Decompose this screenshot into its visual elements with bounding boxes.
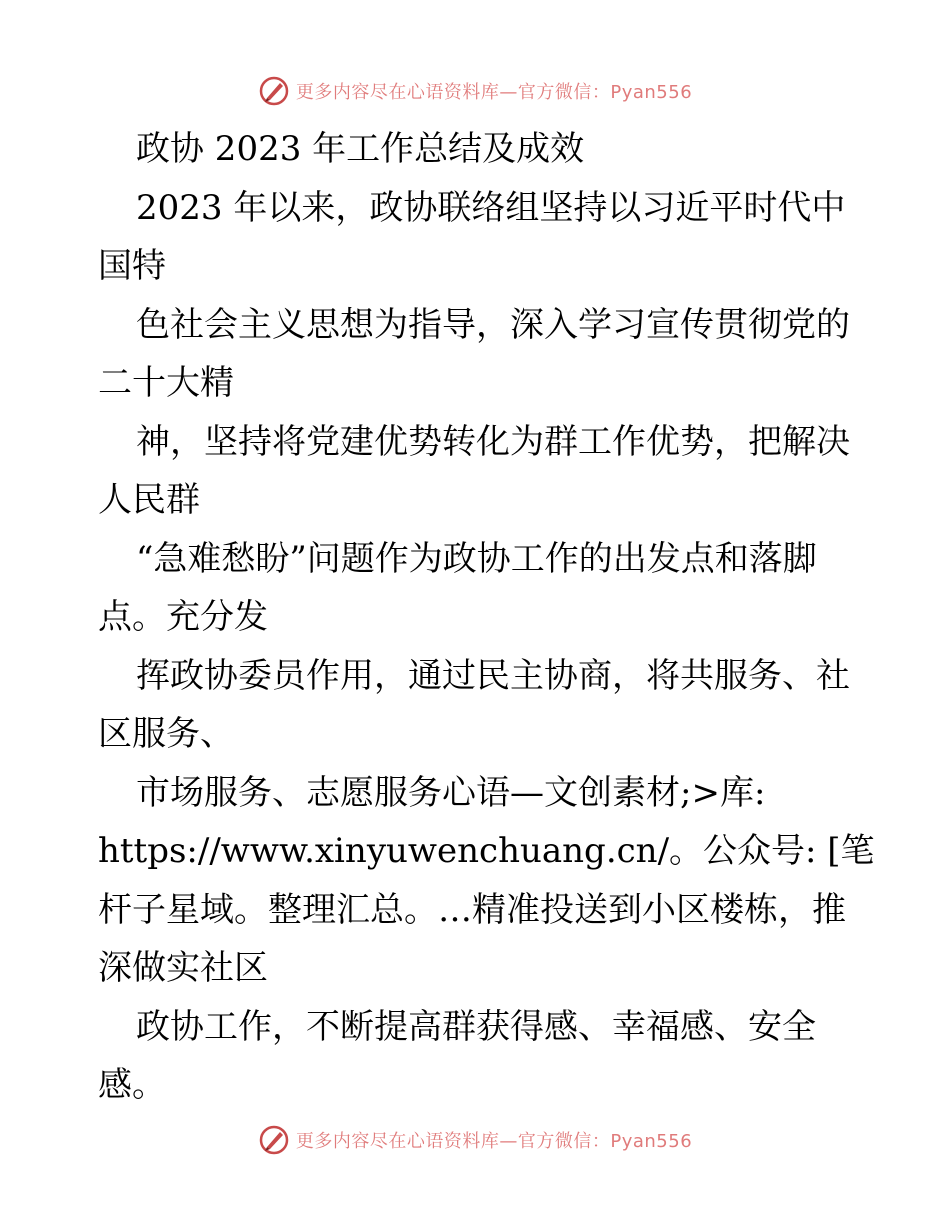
paragraph-line: 人民群 [98, 480, 200, 520]
document-body [98, 120, 875, 1115]
paragraph-line: “急难愁盼”问题作为政协工作的出发点和落脚 [136, 538, 817, 579]
paragraph-line: 市场服务、志愿服务心语—文创素材;>库: [136, 772, 766, 813]
header-watermark-banner [0, 71, 950, 111]
paragraph-line: 神，坚持将党建优势转化为群工作优势，把解决 [136, 421, 850, 462]
paragraph-line: 点。充分发 [98, 597, 268, 637]
paragraph-line: 感。 [98, 1065, 166, 1105]
quill-pen-logo-icon [258, 75, 290, 107]
paragraph-line: 挥政协委员作用，通过民主协商，将共服务、社 [136, 655, 850, 696]
watermark-text: 更多内容尽在心语资料库—官方微信：Pyan556 [295, 82, 693, 103]
paragraph-line: 色社会主义思想为指导，深入学习宣传贯彻党的 [136, 304, 850, 345]
paragraph-line: 二十大精 [98, 363, 234, 403]
watermark-text: 更多内容尽在心语资料库—官方微信：Pyan556 [295, 1131, 693, 1152]
paragraph-line: 深做实社区 [98, 948, 268, 988]
paragraph-line: 政协工作，不断提高群获得感、幸福感、安全 [136, 1006, 816, 1047]
paragraph-line: 杆子星域。整理汇总。…精准投送到小区楼栋，推 [98, 889, 846, 930]
footer-watermark-banner [0, 1120, 950, 1160]
document-title: 政协 2023 年工作总结及成效 [136, 129, 585, 169]
paragraph-line: 区服务、 [98, 714, 234, 754]
paragraph-line: 2023 年以来，政协联络组坚持以习近平时代中 [136, 187, 846, 228]
quill-pen-logo-icon [258, 1124, 290, 1156]
paragraph-line: 国特 [98, 246, 166, 286]
paragraph-line-url: https://www.xinyuwenchuang.cn/。公众号: [笔 [98, 831, 875, 871]
